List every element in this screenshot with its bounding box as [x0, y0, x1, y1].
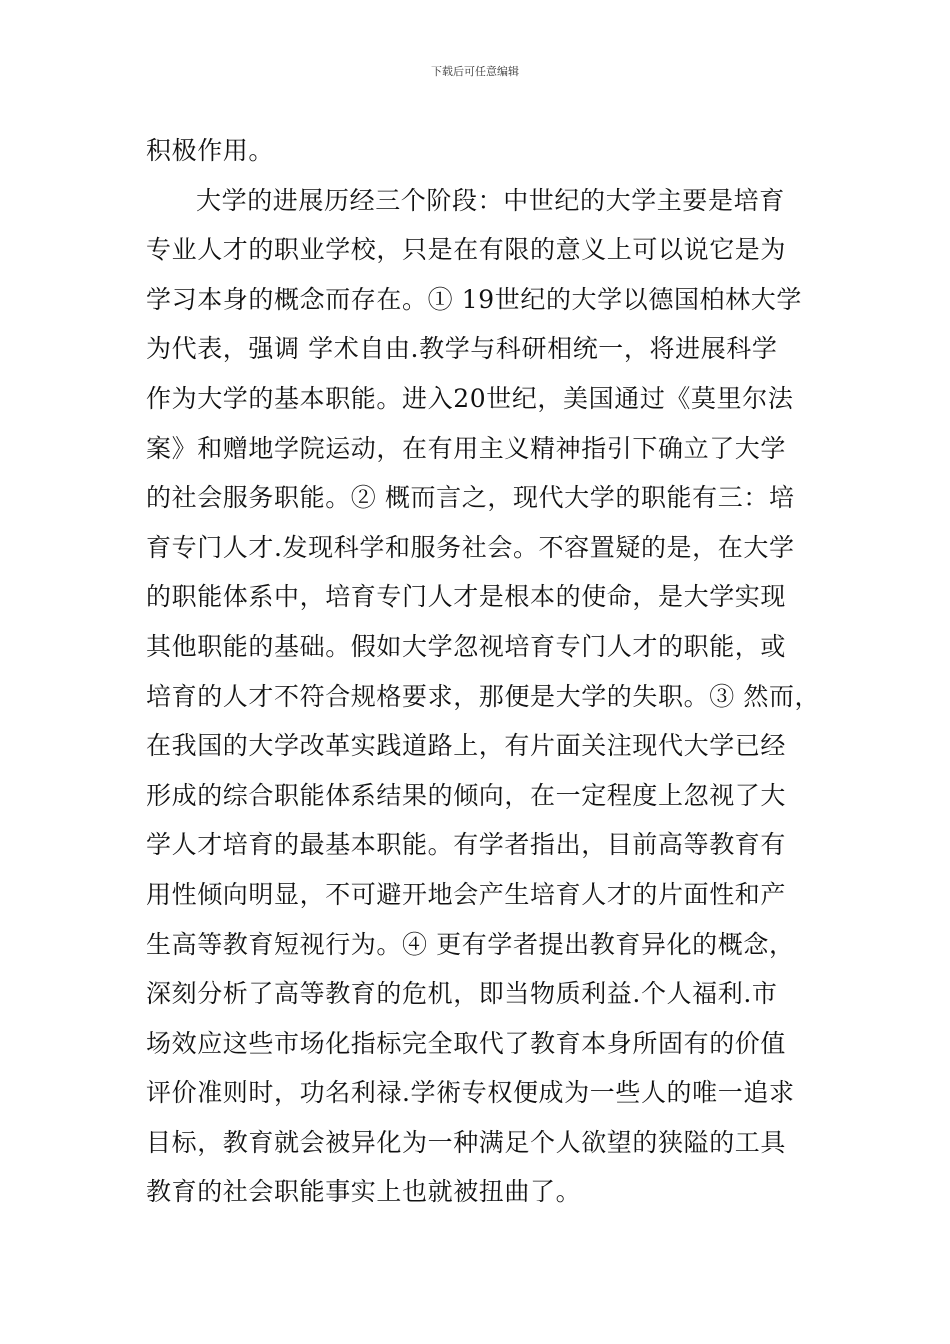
text-line: 培育的人才不符合规格要求，那便是大学的失职。③ 然而，	[146, 681, 821, 711]
text-line: 场效应这些市场化指标完全取代了教育本身所固有的价值	[146, 1028, 787, 1058]
text-line: 育专门人才.发现科学和服务社会。不容置疑的是，在大学	[146, 532, 795, 562]
text-line: 形成的综合职能体系结果的倾向，在一定程度上忽视了大	[146, 780, 787, 810]
text-line: 积极作用。	[146, 136, 275, 165]
page-header: 下载后可任意编辑	[431, 65, 519, 78]
text-line: 专业人才的职业学校，只是在有限的意义上可以说它是为	[146, 235, 787, 265]
text-line: 生高等教育短视行为。④ 更有学者提出教育异化的概念，	[146, 929, 795, 959]
text-line: 用性倾向明显，不可避开地会产生培育人才的片面性和产	[146, 879, 787, 909]
text-line: 案》和赠地学院运动，在有用主义精神指引下确立了大学	[146, 433, 787, 463]
text-line: 深刻分析了高等教育的危机，即当物质利益.个人福利.市	[146, 979, 778, 1009]
text-line: 目标，教育就会被异化为一种满足个人欲望的狭隘的工具	[146, 1127, 787, 1157]
text-line: 学人才培育的最基本职能。有学者指出，目前高等教育有	[146, 830, 787, 860]
text-line: 作为大学的基本职能。进入20世纪，美国通过《莫里尔法	[146, 383, 794, 413]
body-text	[146, 126, 821, 1217]
text-line: 的社会服务职能。② 概而言之，现代大学的职能有三：培	[146, 483, 795, 513]
paragraph-first-line: 大学的进展历经三个阶段：中世纪的大学主要是培育	[196, 185, 785, 215]
text-line: 为代表，强调 学术自由.教学与科研相统一，将进展科学	[146, 334, 778, 364]
text-line: 学习本身的概念而存在。① 19世纪的大学以德国柏林大学	[146, 284, 802, 314]
text-line: 评价准则时，功名利禄.学術专权便成为一些人的唯一追求	[146, 1078, 795, 1108]
text-line: 其他职能的基础。假如大学忽视培育专门人才的职能，或	[146, 631, 787, 661]
text-line: 教育的社会职能事实上也就被扭曲了。	[146, 1177, 582, 1207]
text-line: 在我国的大学改革实践道路上，有片面关注现代大学已经	[146, 731, 787, 761]
text-line: 的职能体系中，培育专门人才是根本的使命，是大学实现	[146, 582, 787, 612]
